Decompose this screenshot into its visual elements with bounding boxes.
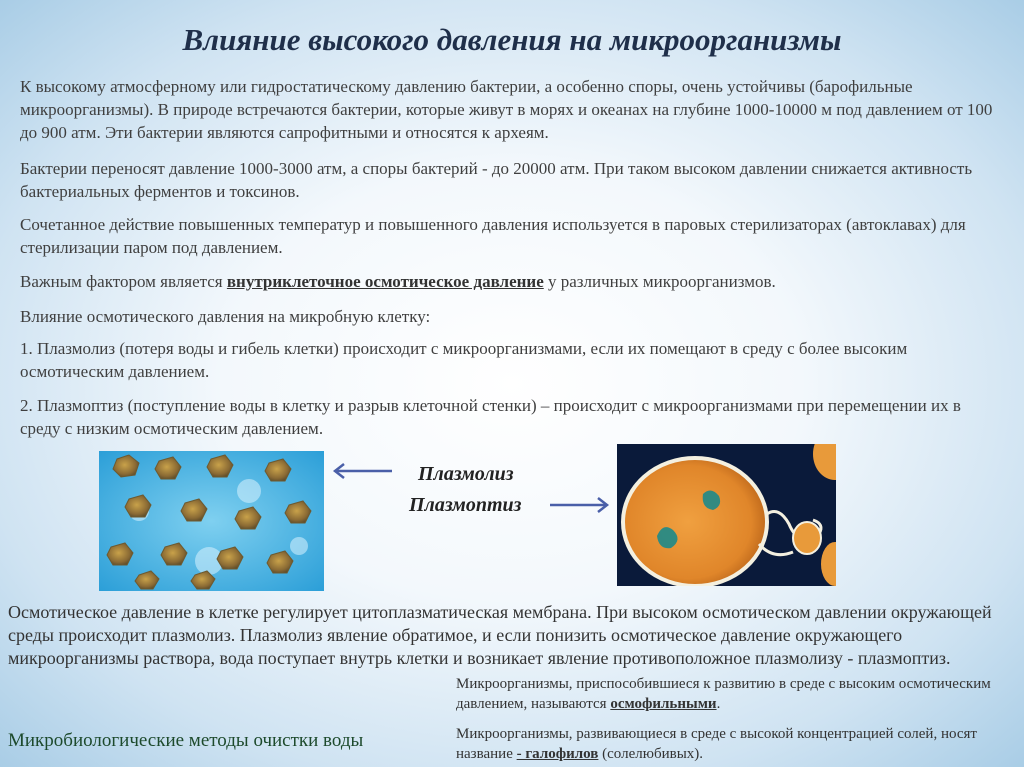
paragraph-osmotic-factor: [20, 270, 995, 293]
footer-link[interactable]: Микробиологические методы очистки воды: [8, 730, 364, 751]
plasmoptysis-photo: [617, 444, 836, 586]
text-fragment: (солелюбивых).: [598, 746, 704, 762]
text-fragment: Микроорганизмы, развивающиеся в среде с высокой концентрацией солей, носят название: [456, 726, 977, 762]
caption-plasmolysis: Плазмолиз: [418, 463, 514, 485]
note-halophiles: [456, 724, 1016, 764]
paragraph-plasmoptysis: 2. Плазмоптиз (поступление воды в клетку и разрыв клеточной стенки) – происходит с микроорганизмами при перемещении их в среду с низким осмотическим давлением.: [20, 396, 961, 438]
paragraph-plasmolysis: 1. Плазмолиз (потеря воды и гибель клетки) происходит с микроорганизмами, если их помещают в среду с более высоким осмотическим давлением.: [20, 339, 908, 381]
key-term: осмофильными: [610, 696, 717, 712]
text-fragment: Важным фактором является: [20, 272, 227, 291]
paragraph-osmotic-influence: Влияние осмотического давления на микробную клетку:: [20, 307, 431, 326]
paragraph-membrane-regulation: Осмотическое давление в клетке регулирует цитоплазматическая мембрана. При высоком осмотическом давлении окружающей среды происходит плазмолиз. Плазмолиз явление обратимое, и если понизить осмотическое давление окружающего микроорганизмы раствора, вода поступает внутрь клетки и возникает явление противоположное плазмолизу - плазмоптиз.: [8, 602, 992, 668]
paragraph-barophiles: К высокому атмосферному или гидростатическому давлению бактерии, а особенно споры, очень устойчивы (барофильные микроорганизмы). В природе встречаются бактерии, которые живут в морях и океанах на глубине 1000-10000 м под давлением от 100 до 900 атм. Эти бактерии являются сапрофитными и относятся к археям.: [20, 77, 993, 142]
slide-title: Влияние высокого давления на микроорганизмы: [182, 22, 842, 57]
text-fragment: у различных микроорганизмов.: [543, 272, 776, 291]
paragraph-autoclave: Сочетанное действие повышенных температур и повышенного давления используется в паровых стерилизаторах (автоклавах) для стерилизации паром под давлением.: [20, 215, 966, 257]
note-osmophiles: [456, 674, 1016, 714]
paragraph-pressure-tolerance: Бактерии переносят давление 1000-3000 атм, а споры бактерий - до 20000 атм. При таком высоком давлении снижается активность бактериальных ферментов и токсинов.: [20, 159, 973, 201]
arrow-left-icon: [332, 463, 394, 479]
caption-plasmoptysis: Плазмоптиз: [409, 494, 522, 516]
key-term: - галофилов: [516, 746, 599, 762]
key-term: внутриклеточное осмотическое давление: [226, 272, 544, 291]
text-fragment: .: [716, 696, 721, 712]
arrow-right-icon: [548, 497, 610, 513]
text-fragment: Микроорганизмы, приспособившиеся к развитию в среде с высоким осмотическим давлением, называются: [456, 676, 991, 712]
plasmolysis-photo: [99, 451, 324, 591]
